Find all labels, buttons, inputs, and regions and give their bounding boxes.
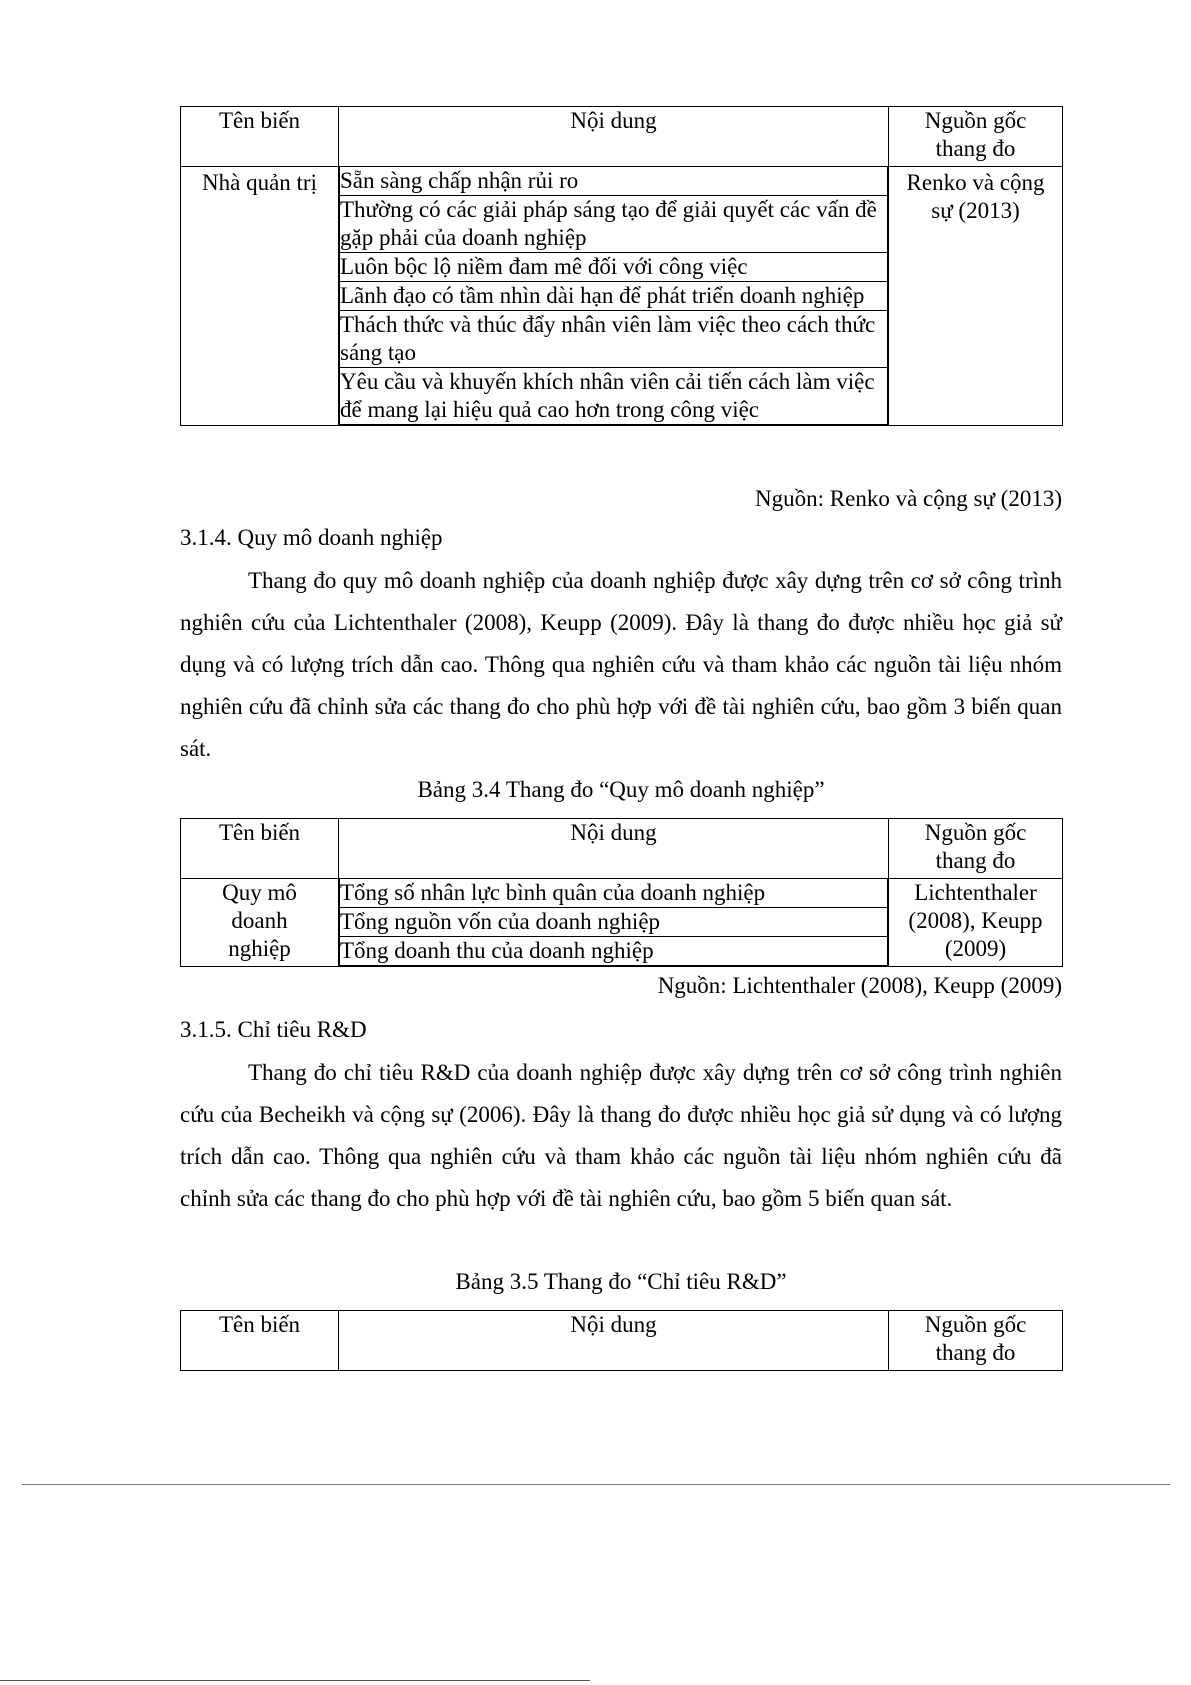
header-source: Nguồn gốc thang đo [889,819,1063,879]
list-item: Thách thức và thúc đẩy nhân viên làm việc theo cách thức sáng tạo [340,311,888,368]
variable-name: Nhà quản trị [181,167,339,426]
table-header-row [181,819,1063,879]
header-source: Nguồn gốc thang đo [889,107,1063,167]
header-content: Nội dung [339,1311,889,1371]
table-row [181,167,1063,426]
header-content: Nội dung [339,107,889,167]
table-source-note: Nguồn: Renko và cộng sự (2013) [755,486,1062,511]
table-header-row [181,107,1063,167]
table-row [181,879,1063,967]
scale-source: Lichtenthaler (2008), Keupp (2009) [889,879,1063,967]
footnote-rule [0,1680,590,1681]
table-manager-scale [180,106,1063,426]
footer-divider [22,1484,1170,1485]
header-variable: Tên biến [181,107,339,167]
table-source-note: Nguồn: Lichtenthaler (2008), Keupp (2009) [657,973,1062,998]
table-caption: Bảng 3.4 Thang đo “Quy mô doanh nghiệp” [417,777,825,802]
list-item: Tổng số nhân lực bình quân của doanh nghiệp [340,879,888,908]
section-paragraph: Thang đo quy mô doanh nghiệp của doanh nghiệp được xây dựng trên cơ sở công trình nghiên cứu của Lichtenthaler (2008), Keupp (2009). Đây là thang đo được nhiều học giả sử dụng và có lượng trích dẫn cao. Thông qua nghiên cứu và tham khảo các nguồn tài liệu nhóm nghiên cứu đã chỉnh sửa các thang đo cho phù hợp với đề tài nghiên cứu, bao gồm 3 biến quan sát. [180,568,1062,761]
items-list [339,167,888,425]
table-rd-scale [180,1310,1063,1371]
items-list [339,879,888,966]
list-item: Tổng nguồn vốn của doanh nghiệp [340,908,888,937]
list-item: Lãnh đạo có tầm nhìn dài hạn để phát triển doanh nghiệp [340,282,888,311]
scale-source: Renko và cộng sự (2013) [889,167,1063,426]
header-source: Nguồn gốc thang đo [889,1311,1063,1371]
header-variable: Tên biến [181,819,339,879]
section-heading: 3.1.5. Chỉ tiêu R&D [180,1017,367,1042]
list-item: Tổng doanh thu của doanh nghiệp [340,937,888,966]
section-heading: 3.1.4. Quy mô doanh nghiệp [180,525,443,550]
table-company-size [180,818,1063,967]
variable-name: Quy mô doanh nghiệp [181,879,339,967]
table-header-row [181,1311,1063,1371]
items-cell [339,879,889,967]
table-caption: Bảng 3.5 Thang đo “Chỉ tiêu R&D” [455,1269,787,1294]
items-cell [339,167,889,426]
header-variable: Tên biến [181,1311,339,1371]
header-content: Nội dung [339,819,889,879]
section-paragraph: Thang đo chỉ tiêu R&D của doanh nghiệp được xây dựng trên cơ sở công trình nghiên cứu của Becheikh và cộng sự (2006). Đây là thang đo được nhiều học giả sử dụng và có lượng trích dẫn cao. Thông qua nghiên cứu và tham khảo các nguồn tài liệu nhóm nghiên cứu đã chỉnh sửa các thang đo cho phù hợp với đề tài nghiên cứu, bao gồm 5 biến quan sát. [180,1060,1062,1211]
list-item: Luôn bộc lộ niềm đam mê đối với công việc [340,253,888,282]
list-item: Thường có các giải pháp sáng tạo để giải quyết các vấn đề gặp phải của doanh nghiệp [340,196,888,253]
list-item: Yêu cầu và khuyến khích nhân viên cải tiến cách làm việc để mang lại hiệu quả cao hơn trong công việc [340,368,888,425]
list-item: Sẵn sàng chấp nhận rủi ro [340,167,888,196]
